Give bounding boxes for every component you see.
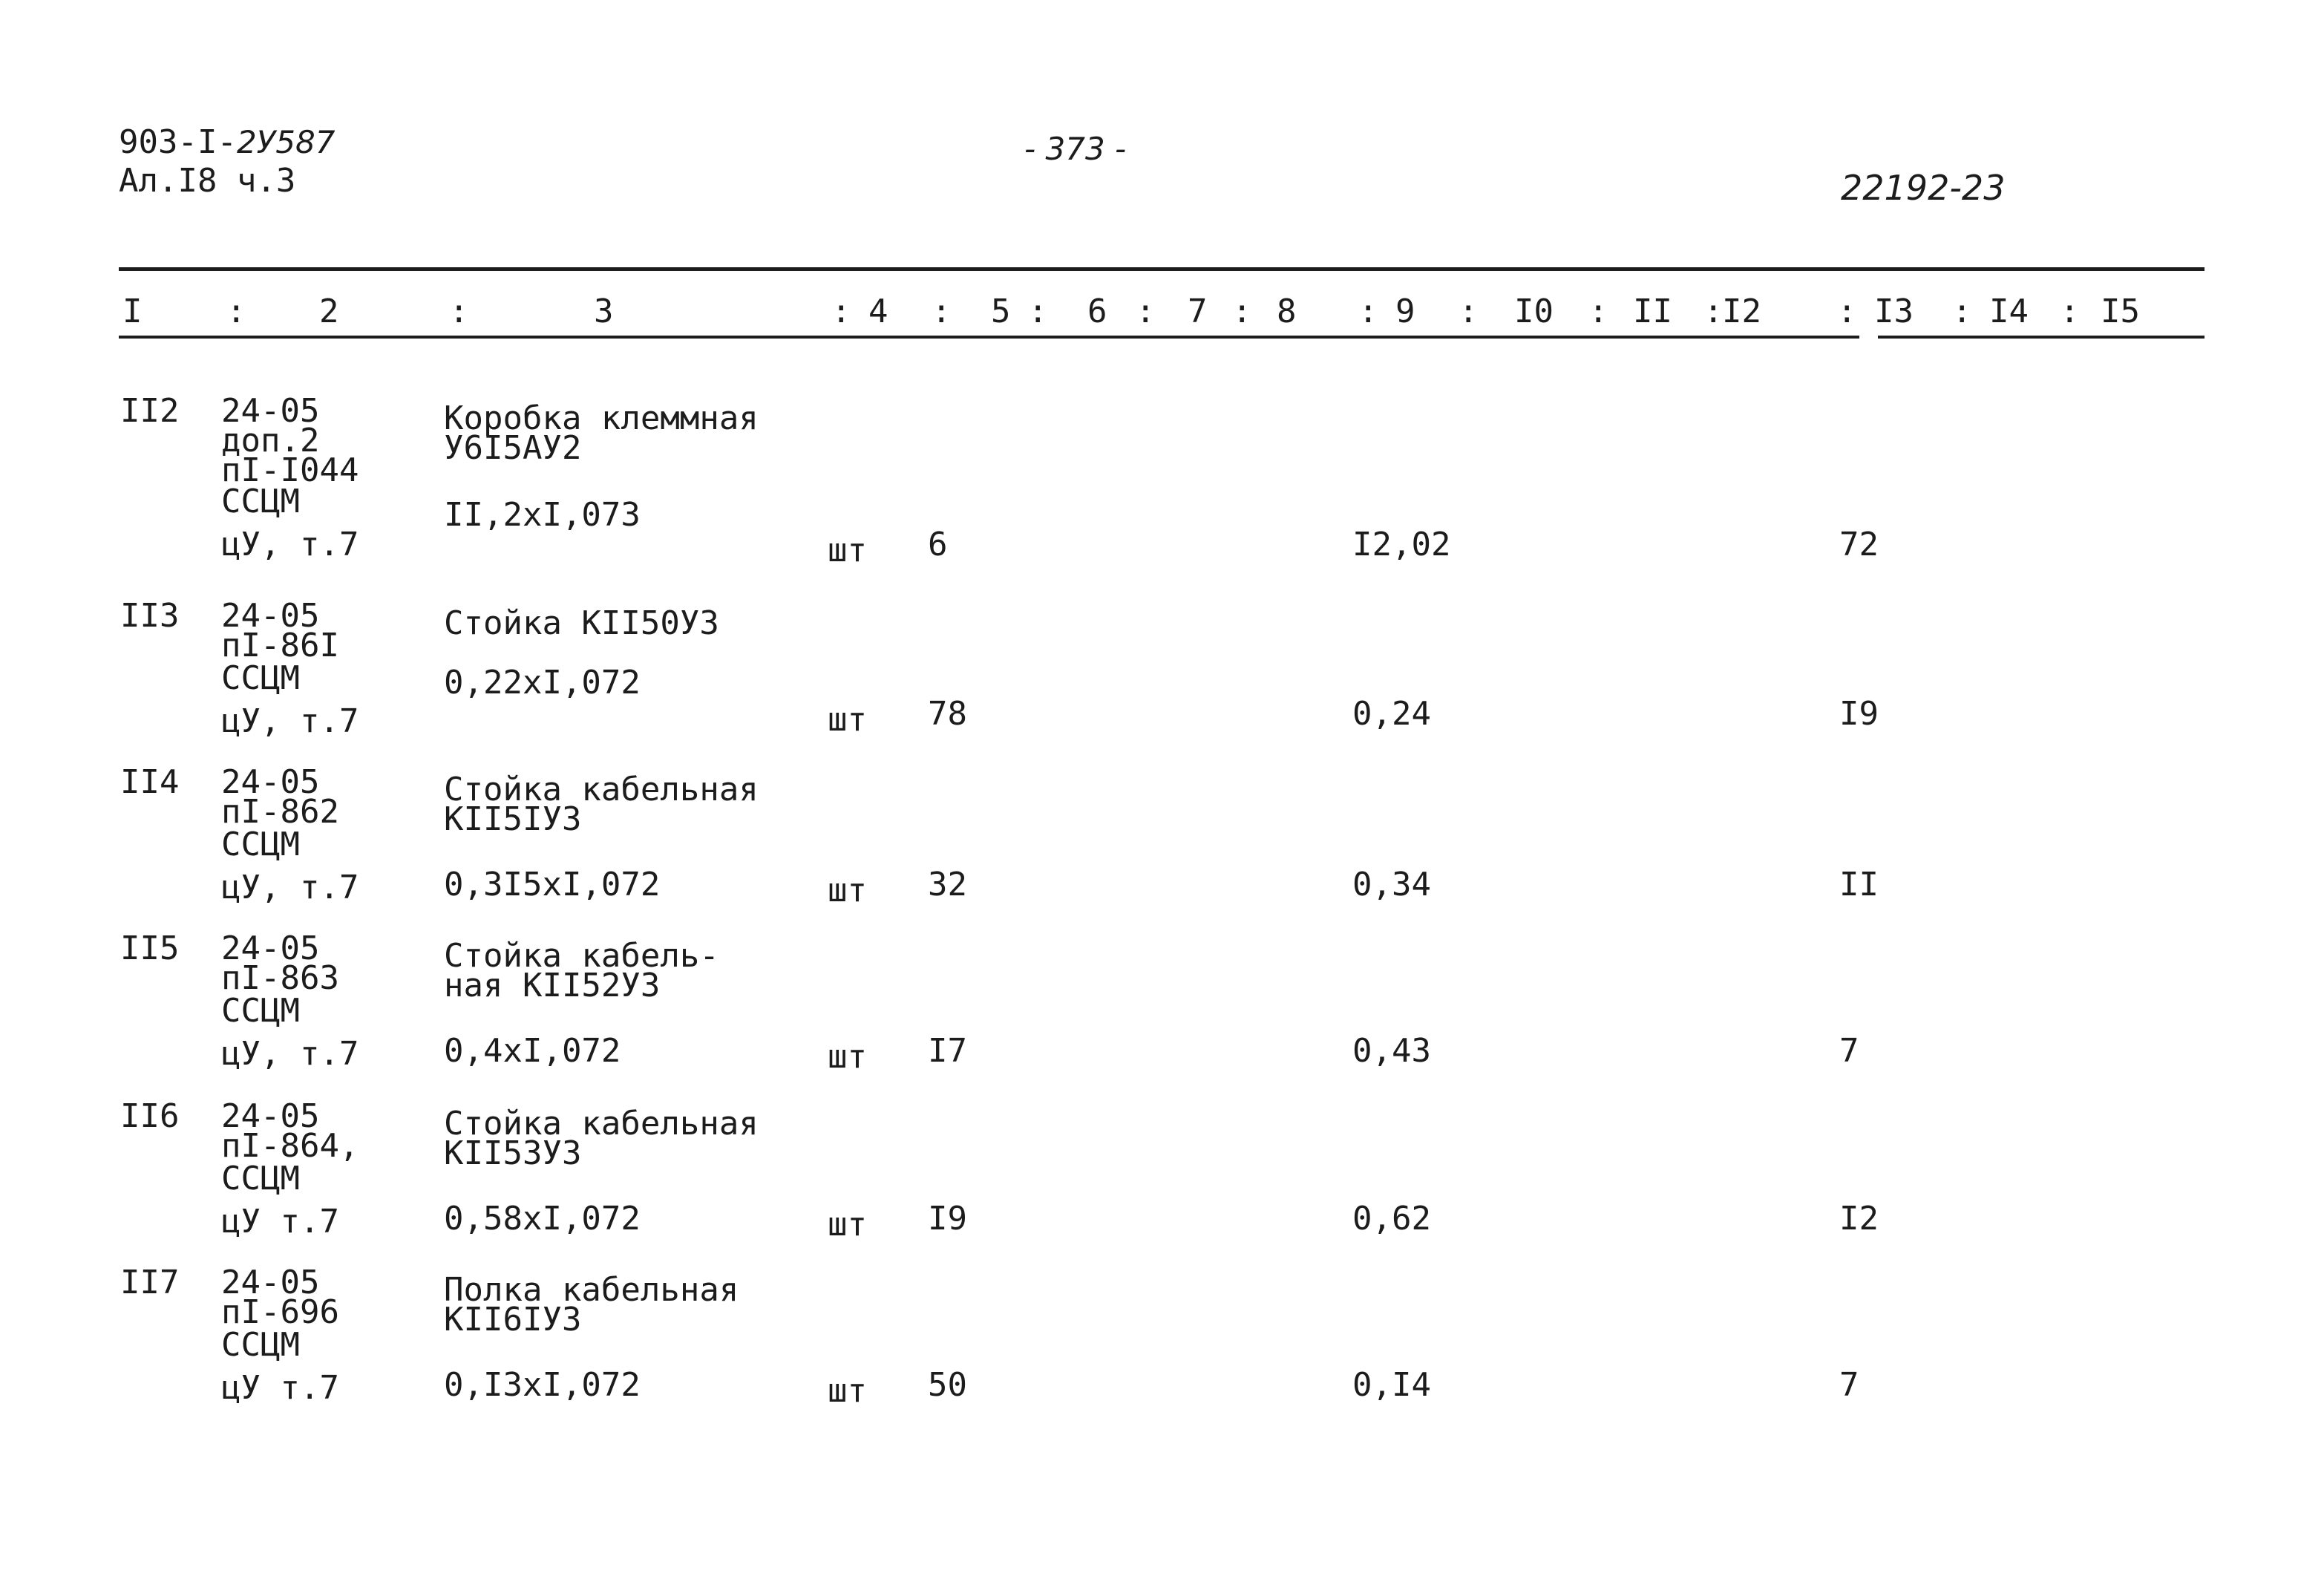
column-header-6: 6 xyxy=(1087,293,1107,330)
row-quantity: 50 xyxy=(928,1366,967,1404)
row-total: 72 xyxy=(1839,526,1879,563)
row-unit: шт xyxy=(828,1206,867,1244)
column-separator: : xyxy=(1588,293,1608,330)
album-label: Ал.I8 ч.3 xyxy=(119,162,296,200)
column-separator: : xyxy=(1952,293,1972,330)
row-total: 7 xyxy=(1839,1366,1859,1404)
row-quantity: I9 xyxy=(928,1200,967,1238)
row-reference-line: доп.2 xyxy=(221,422,320,460)
row-reference-line: пI-86I xyxy=(221,627,339,664)
row-reference-line: цУ т.7 xyxy=(221,1203,339,1241)
column-header-8: 8 xyxy=(1277,293,1297,330)
row-reference-line: цУ, т.7 xyxy=(221,702,359,740)
row-unit: шт xyxy=(828,532,867,569)
row-mass: 0,43 xyxy=(1352,1032,1431,1070)
series-code xyxy=(119,123,335,161)
doc-code: 22192-23 xyxy=(1841,168,2006,208)
row-reference-line: 24-05 xyxy=(221,392,320,430)
row-reference-line: пI-863 xyxy=(221,959,339,997)
row-calculation: II,2xI,073 xyxy=(444,496,641,534)
column-header-7: 7 xyxy=(1188,293,1208,330)
header-top-rule xyxy=(119,267,2204,271)
header-bottom-rule-left xyxy=(119,336,1859,339)
column-separator: : xyxy=(1136,293,1156,330)
row-mass: 0,34 xyxy=(1352,866,1431,904)
row-calculation: 0,I3xI,072 xyxy=(444,1366,641,1404)
row-unit: шт xyxy=(828,701,867,739)
series-handwritten: 2У587 xyxy=(236,124,335,160)
row-item-name: Стойка кабельная xyxy=(444,1105,759,1143)
row-mass: I2,02 xyxy=(1352,526,1451,563)
row-unit: шт xyxy=(828,872,867,909)
row-reference-line: ССЦМ xyxy=(221,826,300,863)
row-reference-line: ССЦМ xyxy=(221,992,300,1030)
row-item-name: КII5IУ3 xyxy=(444,800,582,838)
row-number: II5 xyxy=(120,929,180,967)
row-item-name: Стойка кабельная xyxy=(444,771,759,808)
row-reference-line: пI-I044 xyxy=(221,451,359,489)
row-mass: 0,62 xyxy=(1352,1200,1431,1238)
row-number: II6 xyxy=(120,1097,180,1135)
column-separator: : xyxy=(1837,293,1857,330)
row-mass: 0,I4 xyxy=(1352,1366,1431,1404)
row-reference-line: цУ т.7 xyxy=(221,1369,339,1407)
column-separator: : xyxy=(932,293,952,330)
column-separator: : xyxy=(226,293,246,330)
column-header-5: 5 xyxy=(991,293,1011,330)
column-header-9: 9 xyxy=(1395,293,1415,330)
row-reference-line: 24-05 xyxy=(221,1097,320,1135)
column-header-12: I2 xyxy=(1722,293,1761,330)
column-separator: : xyxy=(1703,293,1724,330)
row-total: I2 xyxy=(1839,1200,1879,1238)
row-mass: 0,24 xyxy=(1352,695,1431,733)
column-separator: : xyxy=(449,293,469,330)
column-header-13: I3 xyxy=(1874,293,1914,330)
column-header-2: 2 xyxy=(319,293,339,330)
row-reference-line: пI-862 xyxy=(221,793,339,831)
row-unit: шт xyxy=(828,1038,867,1076)
column-header-11: II xyxy=(1633,293,1672,330)
row-quantity: I7 xyxy=(928,1032,967,1070)
row-reference-line: 24-05 xyxy=(221,763,320,801)
row-number: II7 xyxy=(120,1264,180,1301)
row-unit: шт xyxy=(828,1372,867,1410)
row-item-name: У6I5АУ2 xyxy=(444,429,582,467)
row-calculation: 0,22xI,072 xyxy=(444,664,641,702)
row-item-name: КII53У3 xyxy=(444,1134,582,1172)
column-separator: : xyxy=(1459,293,1479,330)
row-number: II3 xyxy=(120,597,180,635)
row-total: 7 xyxy=(1839,1032,1859,1070)
row-total: I9 xyxy=(1839,695,1879,733)
row-item-name: Стойка КII50У3 xyxy=(444,604,719,642)
row-total: II xyxy=(1839,866,1879,904)
row-reference-line: ССЦМ xyxy=(221,1326,300,1364)
column-header-15: I5 xyxy=(2101,293,2140,330)
column-header-4: 4 xyxy=(868,293,888,330)
column-header-14: I4 xyxy=(1989,293,2029,330)
column-separator: : xyxy=(831,293,851,330)
row-reference-line: ССЦМ xyxy=(221,483,300,520)
header-bottom-rule-right xyxy=(1878,336,2204,339)
row-item-name: КII6IУ3 xyxy=(444,1301,582,1339)
column-header-3: 3 xyxy=(594,293,614,330)
row-quantity: 6 xyxy=(928,526,948,563)
column-header-1: I xyxy=(122,293,143,330)
row-reference-line: 24-05 xyxy=(221,929,320,967)
row-item-name: Полка кабельная xyxy=(444,1271,739,1309)
row-reference-line: цУ, т.7 xyxy=(221,526,359,563)
row-reference-line: ССЦМ xyxy=(221,659,300,697)
row-reference-line: цУ, т.7 xyxy=(221,869,359,906)
column-separator: : xyxy=(1028,293,1048,330)
column-separator: : xyxy=(1232,293,1252,330)
row-quantity: 32 xyxy=(928,866,967,904)
row-number: II2 xyxy=(120,392,180,430)
series-prefix: 903-I- xyxy=(119,123,237,161)
column-separator: : xyxy=(1358,293,1378,330)
row-number: II4 xyxy=(120,763,180,801)
row-reference-line: цУ, т.7 xyxy=(221,1035,359,1073)
page-number: - 373 - xyxy=(1024,131,1127,167)
column-header-10: I0 xyxy=(1514,293,1554,330)
row-reference-line: 24-05 xyxy=(221,597,320,635)
row-quantity: 78 xyxy=(928,695,967,733)
row-item-name: Стойка кабель- xyxy=(444,937,719,975)
row-reference-line: ССЦМ xyxy=(221,1160,300,1197)
row-reference-line: пI-696 xyxy=(221,1293,339,1331)
row-item-name: ная КII52У3 xyxy=(444,967,661,1004)
row-calculation: 0,58xI,072 xyxy=(444,1200,641,1238)
row-calculation: 0,4xI,072 xyxy=(444,1032,621,1070)
row-calculation: 0,3I5xI,072 xyxy=(444,866,661,904)
column-separator: : xyxy=(2060,293,2080,330)
row-item-name: Коробка клеммная xyxy=(444,399,759,437)
row-reference-line: 24-05 xyxy=(221,1264,320,1301)
row-reference-line: пI-864, xyxy=(221,1127,359,1165)
